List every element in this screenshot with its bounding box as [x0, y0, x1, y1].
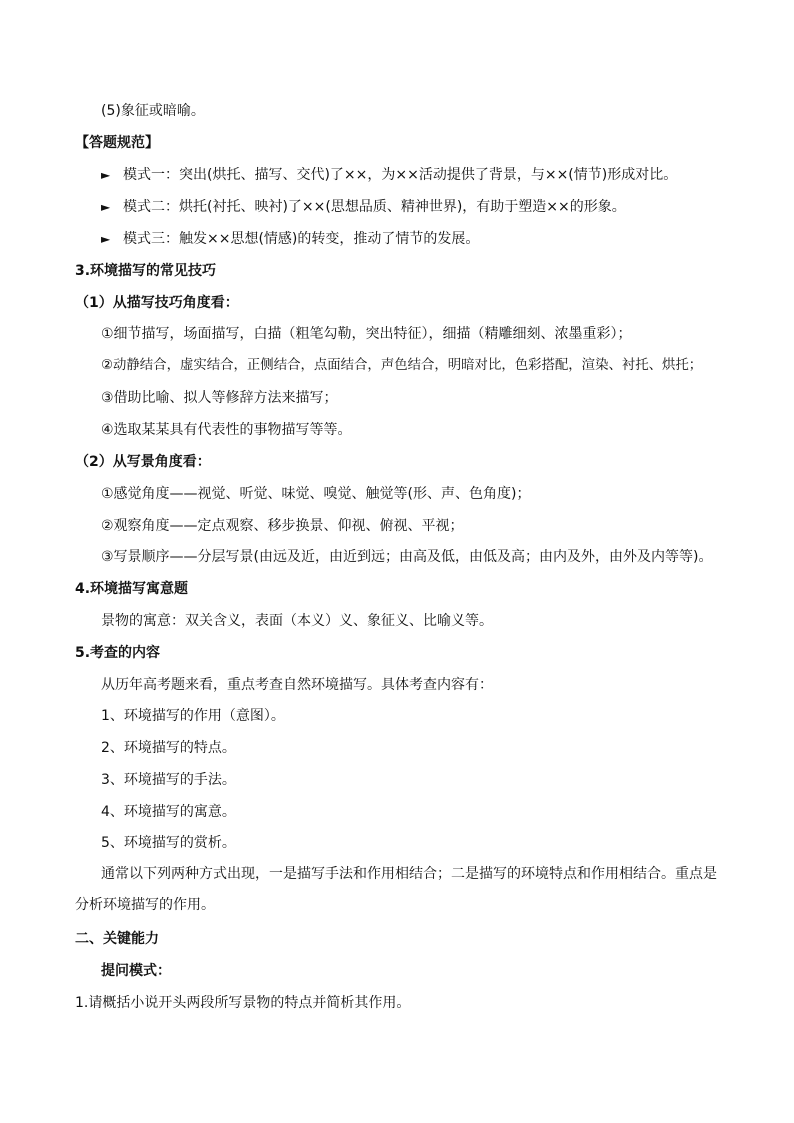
- bullet-icon: ►: [101, 168, 111, 182]
- scenery-item: ②观察角度——定点观察、移步换景、仰视、俯视、平视；: [101, 518, 464, 534]
- mode-item: [101, 229, 479, 249]
- content-item: 2、环境描写的特点。: [101, 740, 236, 756]
- subsection-1-heading: （1）从描写技巧角度看：: [75, 295, 239, 311]
- scenery-item: ①感觉角度——视觉、听觉、味觉、嗅觉、触觉等(形、声、色角度)；: [101, 486, 531, 502]
- section-3-heading: 3.环境描写的常见技巧: [75, 263, 217, 279]
- technique-item: ③借助比喻、拟人等修辞方法来描写；: [101, 390, 338, 406]
- section-4-text: 景物的寓意：双关含义，表面（本义）义、象征义、比喻义等。: [101, 613, 493, 629]
- content-item: 1、环境描写的作用（意图）。: [101, 708, 285, 724]
- mode-text: 模式二：烘托(衬托、映衬)了××(思想品质、精神世界)，有助于塑造××的形象。: [123, 199, 626, 215]
- answer-norm-heading: 【答题规范】: [75, 135, 159, 151]
- technique-item: ④选取某某具有代表性的事物描写等等。: [101, 422, 352, 438]
- section-4-heading: 4.环境描写寓意题: [75, 581, 189, 597]
- subsection-2-heading: （2）从写景角度看：: [75, 454, 211, 470]
- content-item: 3、环境描写的手法。: [101, 772, 236, 788]
- mode-text: 模式三：触发××思想(情感)的转变，推动了情节的发展。: [123, 231, 480, 247]
- bullet-icon: ►: [101, 232, 111, 246]
- mode-text: 模式一：突出(烘托、描写、交代)了××，为××活动提供了背景，与××(情节)形成对比。: [123, 167, 678, 183]
- section-5-intro: 从历年高考题来看，重点考查自然环境描写。具体考查内容有：: [101, 677, 493, 693]
- question-mode-heading: 提问模式：: [101, 963, 171, 979]
- technique-item: ①细节描写，场面描写，白描（粗笔勾勒，突出特征），细描（精雕细刻、浓墨重彩）；: [101, 326, 632, 342]
- mode-item: [101, 197, 626, 217]
- scenery-item: ③写景顺序——分层写景(由远及近，由近到远；由高及低，由低及高；由内及外，由外及内等等)。: [101, 549, 713, 565]
- technique-item: ②动静结合，虚实结合，正侧结合，点面结合，声色结合，明暗对比，色彩搭配，渲染、衬托、烘托；: [101, 358, 703, 373]
- mode-item: [101, 165, 677, 185]
- part-2-heading: 二、关键能力: [75, 931, 159, 947]
- content-item: 4、环境描写的寓意。: [101, 804, 236, 820]
- section-5-paragraph: 通常以下列两种方式出现，一是描写手法和作用相结合；二是描写的环境特点和作用相结合。重点是分析环境描写的作用。: [75, 866, 717, 913]
- section-5-heading: 5.考查的内容: [75, 645, 161, 661]
- content-item: 5、环境描写的赏析。: [101, 835, 236, 851]
- item-5-text: (5)象征或暗喻。: [101, 103, 205, 119]
- question-1: 1.请概括小说开头两段所写景物的特点并简析其作用。: [75, 995, 411, 1011]
- bullet-icon: ►: [101, 200, 111, 214]
